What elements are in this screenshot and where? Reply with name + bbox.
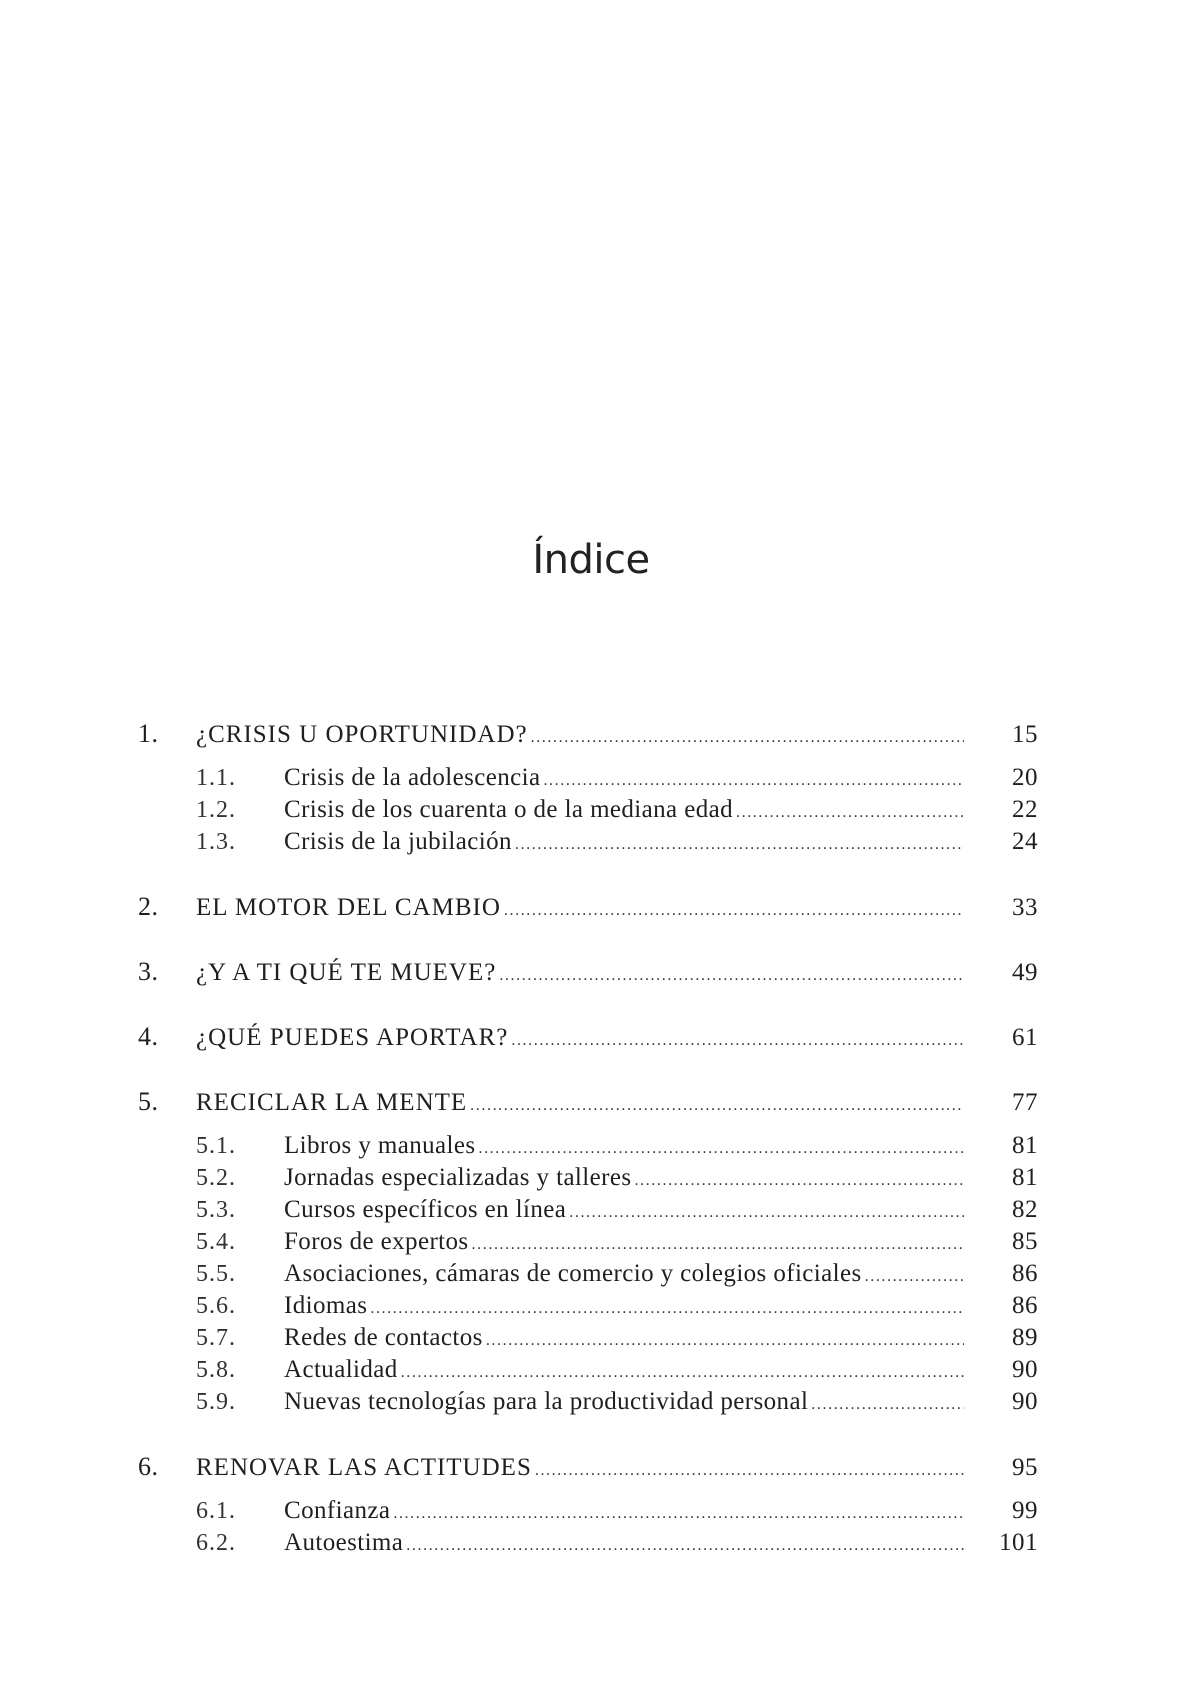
chapter-title: RENOVAR LAS ACTITUDES xyxy=(196,1454,532,1481)
toc-section-entry[interactable] xyxy=(138,1495,1038,1527)
dot-leader xyxy=(865,1261,964,1293)
page-number: 33 xyxy=(1012,894,1038,921)
section-number: 5.9. xyxy=(196,1389,236,1415)
section-number: 5.8. xyxy=(196,1357,236,1383)
dot-leader xyxy=(393,1498,964,1530)
toc-chapter-entry[interactable] xyxy=(138,891,1038,923)
chapter-number: 2. xyxy=(138,892,159,921)
section-title: Actualidad xyxy=(284,1356,398,1383)
section-number: 5.6. xyxy=(196,1293,236,1319)
dot-leader xyxy=(401,1357,964,1389)
chapter-title: ¿Y A TI QUÉ TE MUEVE? xyxy=(196,959,497,986)
dot-leader xyxy=(634,1165,964,1197)
toc-section-entry[interactable] xyxy=(138,1258,1038,1290)
section-number: 6.2. xyxy=(196,1530,236,1556)
section-number: 5.7. xyxy=(196,1325,236,1351)
dot-leader xyxy=(370,1293,964,1325)
section-title: Libros y manuales xyxy=(284,1132,476,1159)
toc-section-entry[interactable] xyxy=(138,1322,1038,1354)
section-title: Asociaciones, cámaras de comercio y colegios oficiales xyxy=(284,1260,862,1287)
toc-section-entry[interactable] xyxy=(138,826,1038,858)
chapter-number: 4. xyxy=(138,1022,159,1051)
dot-leader xyxy=(478,1133,964,1165)
chapter-number: 5. xyxy=(138,1087,159,1116)
toc-chapter-entry[interactable] xyxy=(138,1086,1038,1118)
toc-section-entry[interactable] xyxy=(138,1354,1038,1386)
chapter-number: 6. xyxy=(138,1452,159,1481)
page-number: 81 xyxy=(1012,1132,1038,1159)
section-number: 5.1. xyxy=(196,1133,236,1159)
section-title: Redes de contactos xyxy=(284,1324,483,1351)
toc-chapter-entry[interactable] xyxy=(138,1021,1038,1053)
page-number: 77 xyxy=(1012,1089,1038,1116)
page-number: 90 xyxy=(1012,1388,1038,1415)
dot-leader xyxy=(531,722,964,754)
dot-leader xyxy=(499,960,964,992)
chapter-title: ¿CRISIS U OPORTUNIDAD? xyxy=(196,721,528,748)
toc-chapter-entry[interactable] xyxy=(138,956,1038,988)
toc-section-entry[interactable] xyxy=(138,1290,1038,1322)
section-title: Cursos específicos en línea xyxy=(284,1196,567,1223)
section-number: 1.2. xyxy=(196,797,236,823)
dot-leader xyxy=(515,829,964,861)
dot-leader xyxy=(406,1530,964,1562)
section-title: Nuevas tecnologías para la productividad personal xyxy=(284,1388,809,1415)
section-number: 5.5. xyxy=(196,1261,236,1287)
toc-section-entry[interactable] xyxy=(138,1162,1038,1194)
toc-section-entry[interactable] xyxy=(138,1527,1038,1559)
dot-leader xyxy=(504,895,964,927)
toc-chapter-entry[interactable] xyxy=(138,718,1038,750)
page-number: 90 xyxy=(1012,1356,1038,1383)
toc-section-entry[interactable] xyxy=(138,762,1038,794)
section-title: Crisis de los cuarenta o de la mediana edad xyxy=(284,796,733,823)
section-number: 1.3. xyxy=(196,829,236,855)
section-title: Foros de expertos xyxy=(284,1228,469,1255)
dot-leader xyxy=(511,1025,964,1057)
page-number: 20 xyxy=(1012,764,1038,791)
chapter-title: EL MOTOR DEL CAMBIO xyxy=(196,894,501,921)
toc-section-entry[interactable] xyxy=(138,1386,1038,1418)
dot-leader xyxy=(486,1325,964,1357)
page-title: Índice xyxy=(532,536,650,583)
page-number: 81 xyxy=(1012,1164,1038,1191)
page-number: 99 xyxy=(1012,1497,1038,1524)
page-number: 86 xyxy=(1012,1260,1038,1287)
section-number: 5.3. xyxy=(196,1197,236,1223)
page-number: 82 xyxy=(1012,1196,1038,1223)
toc-chapter-entry[interactable] xyxy=(138,1451,1038,1483)
section-title: Idiomas xyxy=(284,1292,368,1319)
dot-leader xyxy=(811,1389,964,1421)
section-number: 6.1. xyxy=(196,1498,236,1524)
dot-leader xyxy=(569,1197,964,1229)
toc-section-entry[interactable] xyxy=(138,1194,1038,1226)
dot-leader xyxy=(470,1090,964,1122)
chapter-title: ¿QUÉ PUEDES APORTAR? xyxy=(196,1024,509,1051)
dot-leader xyxy=(472,1229,964,1261)
table-of-contents xyxy=(138,718,1038,1559)
dot-leader xyxy=(736,797,964,829)
chapter-number: 3. xyxy=(138,957,159,986)
section-title: Autoestima xyxy=(284,1529,404,1556)
page-number: 89 xyxy=(1012,1324,1038,1351)
toc-section-entry[interactable] xyxy=(138,1130,1038,1162)
section-title: Jornadas especializadas y talleres xyxy=(284,1164,632,1191)
page-number: 85 xyxy=(1012,1228,1038,1255)
page-number: 22 xyxy=(1012,796,1038,823)
section-title: Crisis de la jubilación xyxy=(284,828,512,855)
page-number: 95 xyxy=(1012,1454,1038,1481)
section-number: 1.1. xyxy=(196,765,236,791)
section-number: 5.2. xyxy=(196,1165,236,1191)
section-number: 5.4. xyxy=(196,1229,236,1255)
chapter-title: RECICLAR LA MENTE xyxy=(196,1089,468,1116)
page-number: 15 xyxy=(1012,721,1038,748)
section-title: Crisis de la adolescencia xyxy=(284,764,541,791)
page-number: 101 xyxy=(999,1529,1038,1556)
dot-leader xyxy=(543,765,964,797)
page-number: 24 xyxy=(1012,828,1038,855)
chapter-number: 1. xyxy=(138,719,159,748)
section-title: Confianza xyxy=(284,1497,391,1524)
dot-leader xyxy=(535,1455,964,1487)
page-number: 86 xyxy=(1012,1292,1038,1319)
page-number: 61 xyxy=(1012,1024,1038,1051)
toc-section-entry[interactable] xyxy=(138,1226,1038,1258)
page-number: 49 xyxy=(1012,959,1038,986)
toc-section-entry[interactable] xyxy=(138,794,1038,826)
